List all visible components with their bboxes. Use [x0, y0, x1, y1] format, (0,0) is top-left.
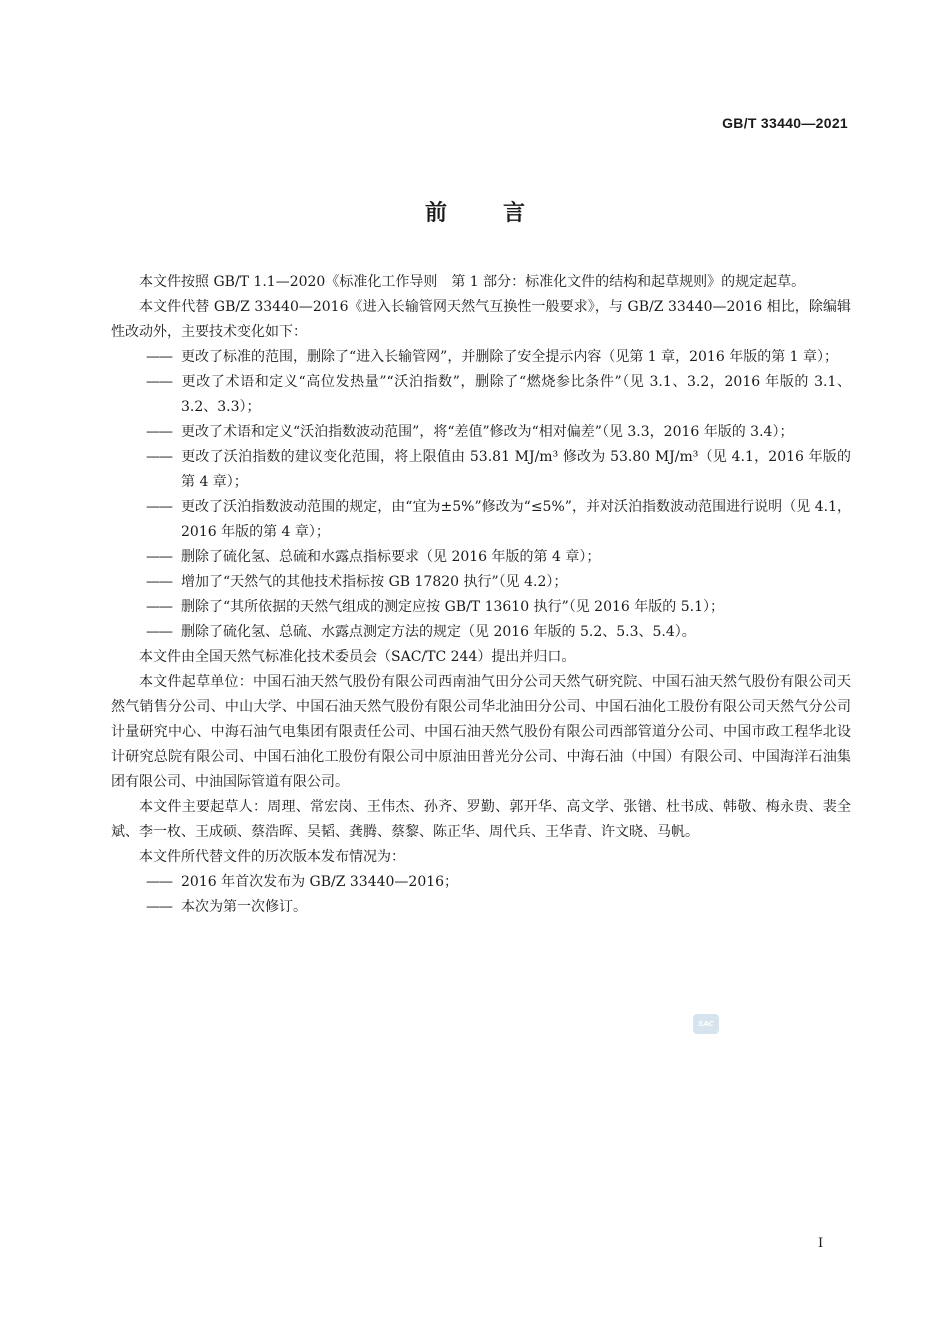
page-number: I	[818, 1236, 824, 1251]
dash-mark: ——	[146, 599, 172, 615]
change-item	[111, 370, 851, 420]
intro-paragraph-1: 本文件按照 GB/T 1.1—2020《标准化工作导则 第 1 部分：标准化文件的结构和起草规则》的规定起草。	[139, 274, 806, 290]
change-item	[111, 595, 851, 620]
dash-mark: ——	[146, 449, 172, 465]
change-text: 更改了术语和定义“沃泊指数波动范围”，将“差值”修改为“相对偏差”（见 3.3，2016 年版的 3.4）；	[181, 424, 794, 440]
history-item	[111, 870, 851, 895]
change-item	[111, 570, 851, 595]
change-text: 更改了沃泊指数波动范围的规定，由“宜为±5%”修改为“≤5%”，并对沃泊指数波动范围进行说明（见 4.1，2016 年版的第 4 章）；	[181, 499, 851, 540]
sac-logo-watermark: SAC	[693, 1014, 719, 1034]
change-text: 更改了术语和定义“高位发热量”“沃泊指数”，删除了“燃烧参比条件”（见 3.1、3.2，2016 年版的 3.1、3.2、3.3）；	[181, 374, 851, 415]
change-item	[111, 495, 851, 545]
dash-mark: ——	[146, 624, 172, 640]
change-text: 更改了沃泊指数的建议变化范围，将上限值由 53.81 MJ/m³ 修改为 53.80 MJ/m³（见 4.1，2016 年版的第 4 章）；	[181, 449, 851, 490]
history-text: 本次为第一次修订。	[181, 899, 307, 915]
history-text: 2016 年首次发布为 GB/Z 33440—2016；	[181, 874, 459, 890]
drafting-units-paragraph: 本文件起草单位：中国石油天然气股份有限公司西南油气田分公司天然气研究院、中国石油天然气股份有限公司天然气销售分公司、中山大学、中国石油天然气股份有限公司华北油田分公司、中国石油化工股份有限公司天然气分公司计量研究中心、中海石油气电集团有限责任公司、中国石油天然气股份有限公司西部管道分公司、中国市政工程华北设计研究总院有限公司、中国石油化工股份有限公司中原油田普光分公司、中海石油（中国）有限公司、中国海洋石油集团有限公司、中油国际管道有限公司。	[111, 674, 851, 790]
dash-mark: ——	[146, 499, 172, 515]
proposer-paragraph: 本文件由全国天然气标准化技术委员会（SAC/TC 244）提出并归口。	[139, 649, 576, 665]
dash-mark: ——	[146, 374, 172, 390]
dash-mark: ——	[146, 574, 172, 590]
history-intro-paragraph: 本文件所代替文件的历次版本发布情况为：	[139, 849, 405, 865]
change-text: 增加了“天然气的其他技术指标按 GB 17820 执行”（见 4.2）；	[181, 574, 568, 590]
change-item	[111, 445, 851, 495]
dash-mark: ——	[146, 874, 172, 890]
dash-mark: ——	[146, 349, 172, 365]
page-title: 前言	[424, 201, 581, 226]
change-text: 删除了“其所依据的天然气组成的测定应按 GB/T 13610 执行”（见 2016 年版的 5.1）；	[181, 599, 724, 615]
dash-mark: ——	[146, 424, 172, 440]
drafters-paragraph: 本文件主要起草人：周理、常宏岗、王伟杰、孙齐、罗勤、郭开华、高文学、张镨、杜书成、韩敬、梅永贵、裴全斌、李一枚、王成硕、蔡浩晖、吴韬、龚腾、蔡黎、陈正华、周代兵、王华青、许文晓、马帆。	[111, 799, 851, 840]
change-text: 删除了硫化氢、总硫、水露点测定方法的规定（见 2016 年版的 5.2、5.3、5.4）。	[181, 624, 696, 640]
history-item	[111, 895, 851, 920]
change-text: 更改了标准的范围，删除了“进入长输管网”，并删除了安全提示内容（见第 1 章，2016 年版的第 1 章）；	[181, 349, 839, 365]
change-item	[111, 545, 851, 570]
change-item	[111, 620, 851, 645]
foreword-body	[111, 270, 851, 920]
intro-paragraph-2: 本文件代替 GB/Z 33440—2016《进入长输管网天然气互换性一般要求》，与 GB/Z 33440—2016 相比，除编辑性改动外，主要技术变化如下：	[111, 299, 851, 340]
change-text: 删除了硫化氢、总硫和水露点指标要求（见 2016 年版的第 4 章）；	[181, 549, 601, 565]
standard-code: GB/T 33440—2021	[722, 115, 848, 131]
change-item	[111, 345, 851, 370]
change-item	[111, 420, 851, 445]
dash-mark: ——	[146, 899, 172, 915]
dash-mark: ——	[146, 549, 172, 565]
